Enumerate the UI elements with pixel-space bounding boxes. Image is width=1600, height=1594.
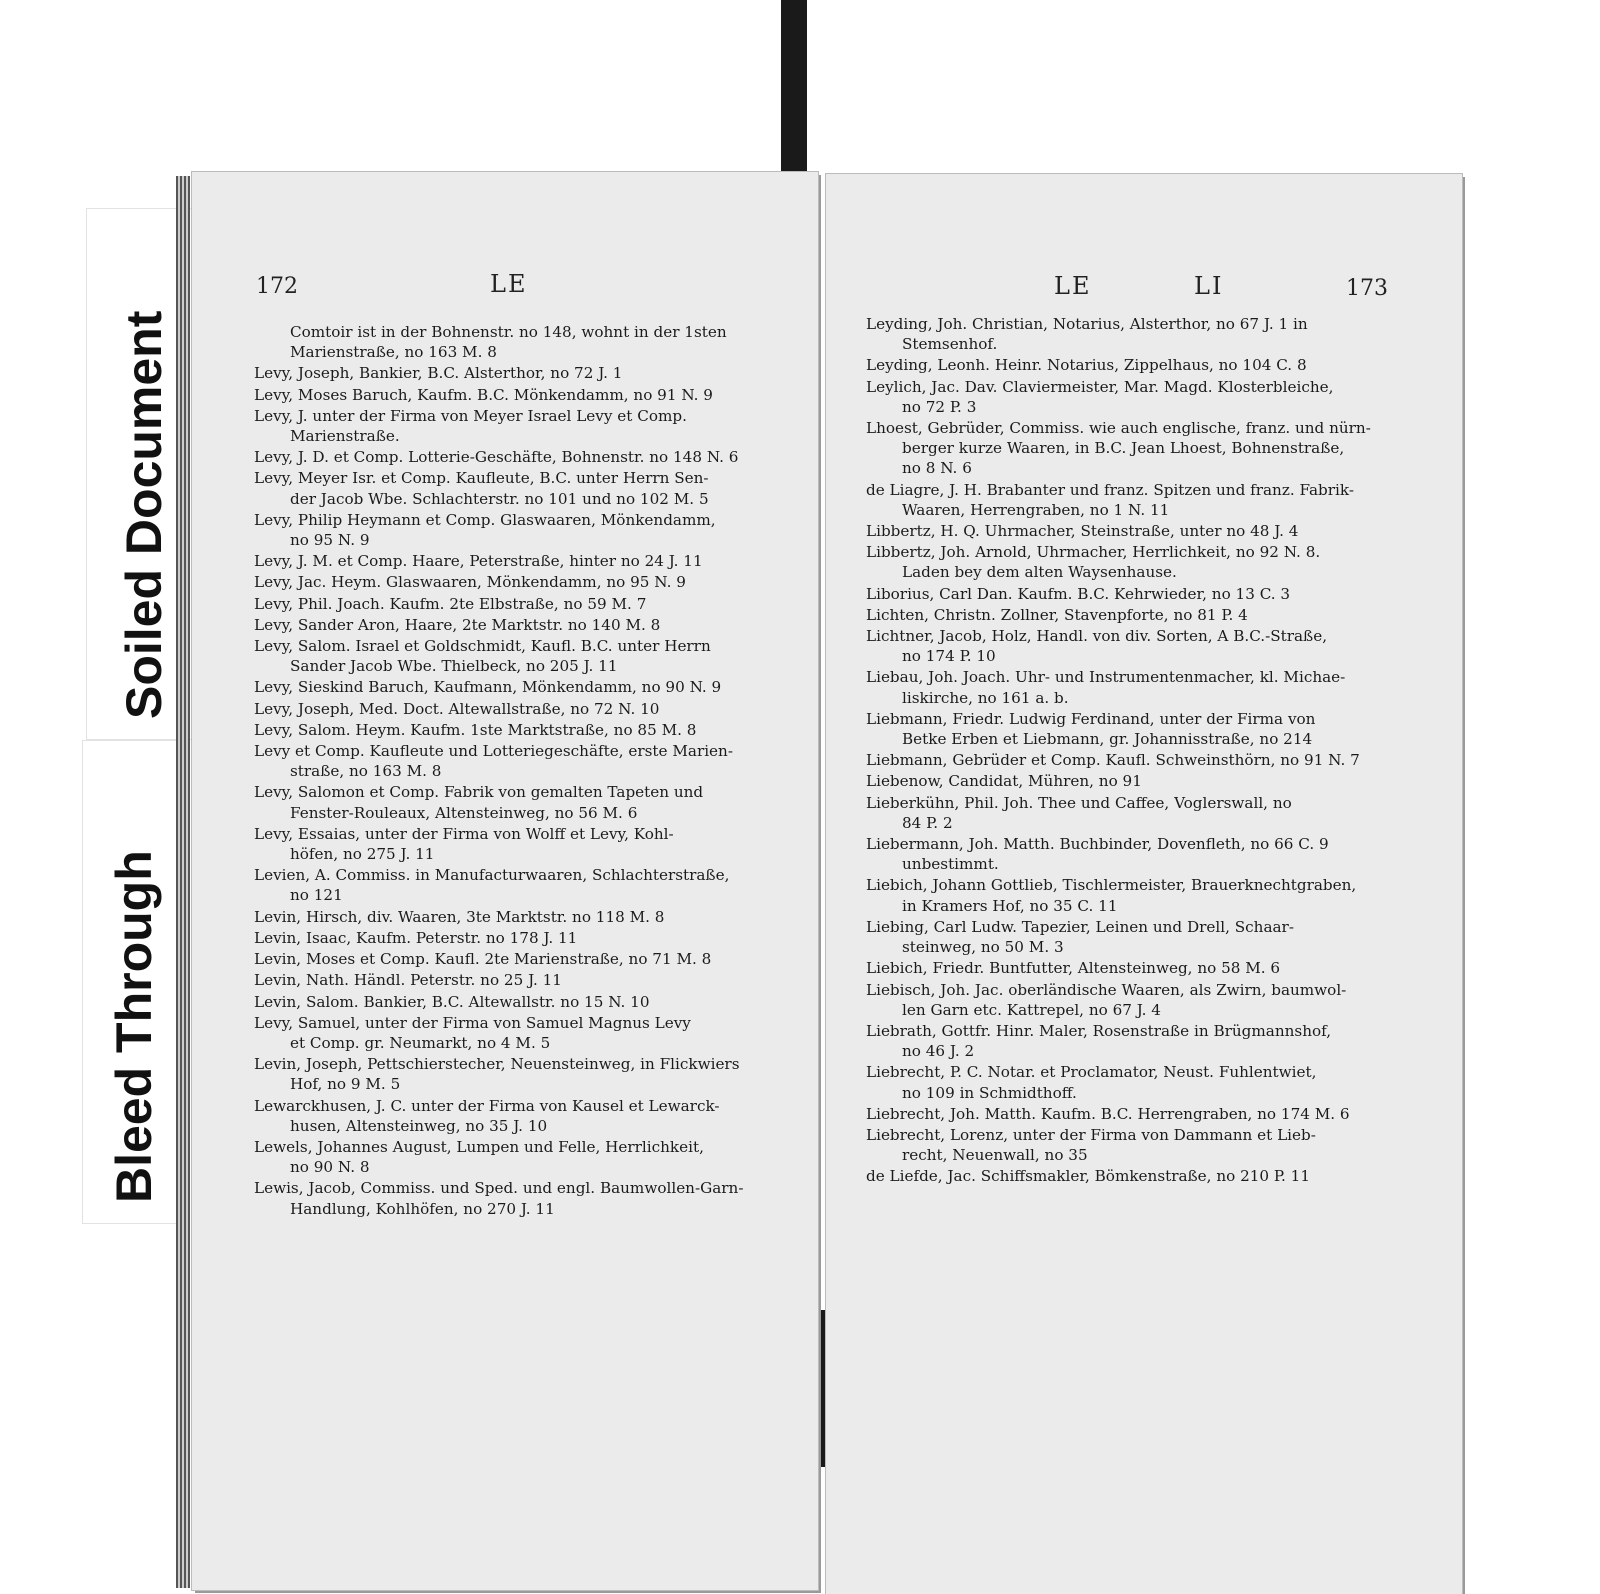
directory-entry (866, 542, 1414, 582)
entry-line: de Liagre, J. H. Brabanter und franz. Spitzen und franz. Fabrik- (866, 480, 1354, 499)
entry-continuation-line: in Kramers Hof, no 35 C. 11 (902, 896, 1118, 915)
directory-entry (254, 782, 774, 822)
bleed-through-text: Bleed Through (106, 850, 162, 1203)
entry-line: Levy, Sander Aron, Haare, 2te Marktstr. no 140 M. 8 (254, 615, 661, 634)
entry-line: Liebisch, Joh. Jac. oberländische Waaren, als Zwirn, baumwol- (866, 980, 1347, 999)
entry-continuation-line: liskirche, no 161 a. b. (902, 688, 1069, 707)
entry-line: Levy, Philip Heymann et Comp. Glaswaaren, Mönkendamm, (254, 510, 716, 529)
entry-continuation-line: steinweg, no 50 M. 3 (902, 938, 1064, 957)
entry-line: Levy, Moses Baruch, Kaufm. B.C. Mönkendamm, no 91 N. 9 (254, 385, 713, 404)
directory-entry (254, 720, 774, 740)
entry-line: Levy, Jac. Heym. Glaswaaren, Mönkendamm, no 95 N. 9 (254, 573, 686, 592)
entry-line: Levy, Sieskind Baruch, Kaufmann, Mönkendamm, no 90 N. 9 (254, 678, 722, 697)
entry-line: Levy, Essaias, unter der Firma von Wolff et Levy, Kohl- (254, 824, 674, 843)
entry-line: Liebenow, Candidat, Mühren, no 91 (866, 772, 1142, 791)
entry-continuation-line: no 90 N. 8 (290, 1158, 370, 1177)
entry-line: Liebing, Carl Ludw. Tapezier, Leinen und Drell, Schaar- (866, 917, 1294, 936)
entry-line: Leyding, Leonh. Heinr. Notarius, Zippelhaus, no 104 C. 8 (866, 356, 1307, 375)
directory-entry (254, 322, 774, 362)
directory-entry (254, 741, 774, 781)
directory-entry (866, 1125, 1414, 1165)
entry-line: Levy, Salom. Israel et Goldschmidt, Kaufl. B.C. unter Herrn (254, 637, 711, 656)
entry-line: Liebmann, Gebrüder et Comp. Kaufl. Schweinsthörn, no 91 N. 7 (866, 751, 1360, 770)
entry-line: Levy, J. D. et Comp. Lotterie-Geschäfte, Bohnenstr. no 148 N. 6 (254, 448, 739, 467)
directory-entry (254, 949, 774, 969)
left-entry-list (254, 322, 774, 1220)
directory-entry (254, 699, 774, 719)
left-page-number: 172 (256, 274, 298, 299)
entry-line: Liebrath, Gottfr. Hinr. Maler, Rosenstraße in Brügmannshof, (866, 1021, 1332, 1040)
directory-entry (254, 551, 774, 571)
directory-entry (254, 928, 774, 948)
entry-line: Levy, Joseph, Med. Doct. Altewallstraße, no 72 N. 10 (254, 699, 660, 718)
entry-line: Liborius, Carl Dan. Kaufm. B.C. Kehrwieder, no 13 C. 3 (866, 584, 1291, 603)
entry-line: Leyding, Joh. Christian, Notarius, Alsterthor, no 67 J. 1 in (866, 315, 1308, 333)
directory-entry (254, 1178, 774, 1218)
directory-entry (866, 584, 1414, 604)
directory-entry (866, 667, 1414, 707)
directory-entry (866, 917, 1414, 957)
directory-entry (254, 865, 774, 905)
entry-continuation-line: len Garn etc. Kattrepel, no 67 J. 4 (902, 1000, 1161, 1019)
directory-entry (866, 750, 1414, 770)
directory-entry (866, 377, 1414, 417)
entry-continuation-line: Sander Jacob Wbe. Thielbeck, no 205 J. 11 (290, 657, 618, 676)
right-running-head-li: LI (1194, 272, 1224, 300)
right-page-number: 173 (1346, 276, 1388, 301)
entry-continuation-line: Waaren, Herrengraben, no 1 N. 11 (902, 500, 1170, 519)
entry-line: Levy, Meyer Isr. et Comp. Kaufleute, B.C. unter Herrn Sen- (254, 469, 709, 488)
directory-entry (254, 992, 774, 1012)
directory-entry (866, 521, 1414, 541)
directory-entry (254, 594, 774, 614)
directory-entry (254, 636, 774, 676)
entry-line: Comtoir ist in der Bohnenstr. no 148, wohnt in der 1sten (290, 323, 727, 341)
left-running-head: LE (490, 270, 528, 298)
directory-entry (866, 793, 1414, 833)
directory-entry (254, 1096, 774, 1136)
directory-entry (254, 447, 774, 467)
directory-entry (254, 572, 774, 592)
directory-entry (866, 355, 1414, 375)
entry-continuation-line: no 46 J. 2 (902, 1042, 975, 1061)
entry-continuation-line: husen, Altensteinweg, no 35 J. 10 (290, 1116, 548, 1135)
entry-line: Liebrecht, P. C. Notar. et Proclamator, Neust. Fuhlentwiet, (866, 1063, 1317, 1082)
directory-entry (254, 970, 774, 990)
directory-entry (866, 980, 1414, 1020)
directory-entry (866, 1166, 1414, 1186)
directory-entry (866, 958, 1414, 978)
entry-line: Lewels, Johannes August, Lumpen und Felle, Herrlichkeit, (254, 1137, 704, 1156)
entry-line: Liebrecht, Joh. Matth. Kaufm. B.C. Herrengraben, no 174 M. 6 (866, 1104, 1350, 1123)
entry-line: Lieberkühn, Phil. Joh. Thee und Caffee, Voglerswall, no (866, 793, 1292, 812)
entry-line: Liebrecht, Lorenz, unter der Firma von Dammann et Lieb- (866, 1125, 1316, 1144)
entry-continuation-line: Betke Erben et Liebmann, gr. Johannisstraße, no 214 (902, 730, 1313, 749)
entry-continuation-line: et Comp. gr. Neumarkt, no 4 M. 5 (290, 1033, 551, 1052)
entry-line: Levien, A. Commiss. in Manufacturwaaren, Schlachterstraße, (254, 866, 730, 885)
entry-continuation-line: no 174 P. 10 (902, 647, 996, 666)
right-page (826, 174, 1462, 1594)
entry-line: Liebau, Joh. Joach. Uhr- und Instrumentenmacher, kl. Michae- (866, 668, 1346, 687)
right-entry-list (866, 314, 1414, 1188)
entry-continuation-line: Hof, no 9 M. 5 (290, 1075, 401, 1094)
entry-continuation-line: Marienstraße, no 163 M. 8 (290, 343, 497, 362)
entry-line: Libbertz, H. Q. Uhrmacher, Steinstraße, unter no 48 J. 4 (866, 522, 1299, 541)
entry-line: de Liefde, Jac. Schiffsmakler, Bömkenstraße, no 210 P. 11 (866, 1167, 1311, 1186)
directory-entry (254, 385, 774, 405)
entry-line: Levin, Nath. Händl. Peterstr. no 25 J. 11 (254, 971, 562, 990)
directory-entry (254, 406, 774, 446)
entry-continuation-line: straße, no 163 M. 8 (290, 762, 442, 781)
right-running-head-le: LE (1054, 272, 1092, 300)
entry-continuation-line: der Jacob Wbe. Schlachterstr. no 101 und no 102 M. 5 (290, 489, 709, 508)
directory-entry (866, 834, 1414, 874)
entry-line: Leylich, Jac. Dav. Claviermeister, Mar. Magd. Klosterbleiche, (866, 377, 1334, 396)
directory-entry (254, 1054, 774, 1094)
directory-entry (866, 480, 1414, 520)
entry-continuation-line: Laden bey dem alten Waysenhause. (902, 563, 1177, 582)
spine-top-bar (781, 0, 807, 188)
entry-line: Levin, Moses et Comp. Kaufl. 2te Marienstraße, no 71 M. 8 (254, 950, 712, 969)
entry-line: Levin, Salom. Bankier, B.C. Altewallstr. no 15 N. 10 (254, 992, 650, 1011)
entry-line: Liebermann, Joh. Matth. Buchbinder, Dovenfleth, no 66 C. 9 (866, 835, 1329, 854)
entry-continuation-line: Marienstraße. (290, 427, 400, 446)
entry-continuation-line: no 95 N. 9 (290, 531, 370, 550)
entry-line: Liebich, Johann Gottlieb, Tischlermeister, Brauerknechtgraben, (866, 876, 1357, 895)
entry-line: Levy, Phil. Joach. Kaufm. 2te Elbstraße, no 59 M. 7 (254, 594, 647, 613)
entry-line: Levy, J. unter der Firma von Meyer Israel Levy et Comp. (254, 406, 687, 425)
entry-line: Levy, Joseph, Bankier, B.C. Alsterthor, no 72 J. 1 (254, 364, 623, 383)
entry-continuation-line: unbestimmt. (902, 855, 999, 874)
directory-entry (254, 677, 774, 697)
directory-entry (866, 1062, 1414, 1102)
directory-entry (254, 510, 774, 550)
entry-line: Levin, Joseph, Pettschierstecher, Neuensteinweg, in Flickwiers (254, 1055, 740, 1074)
entry-line: Liebmann, Friedr. Ludwig Ferdinand, unter der Firma von (866, 709, 1316, 728)
directory-entry (866, 1021, 1414, 1061)
directory-entry (254, 1137, 774, 1177)
entry-line: Levin, Isaac, Kaufm. Peterstr. no 178 J. 11 (254, 928, 578, 947)
entry-line: Levin, Hirsch, div. Waaren, 3te Marktstr. no 118 M. 8 (254, 907, 665, 926)
entry-continuation-line: no 72 P. 3 (902, 397, 977, 416)
entry-continuation-line: Fenster-Rouleaux, Altensteinweg, no 56 M. 6 (290, 803, 638, 822)
directory-entry (866, 875, 1414, 915)
directory-entry (866, 771, 1414, 791)
directory-entry (254, 615, 774, 635)
entry-line: Liebich, Friedr. Buntfutter, Altensteinweg, no 58 M. 6 (866, 959, 1281, 978)
soiled-document-text: Soiled Document (116, 310, 172, 719)
entry-line: Levy, Samuel, unter der Firma von Samuel Magnus Levy (254, 1013, 691, 1032)
directory-entry (866, 626, 1414, 666)
directory-entry (866, 605, 1414, 625)
entry-line: Levy, Salomon et Comp. Fabrik von gemalten Tapeten und (254, 783, 704, 802)
entry-line: Libbertz, Joh. Arnold, Uhrmacher, Herrlichkeit, no 92 N. 8. (866, 543, 1321, 562)
left-page (192, 172, 818, 1590)
entry-continuation-line: no 8 N. 6 (902, 459, 972, 478)
entry-line: Lichten, Christn. Zollner, Stavenpforte, no 81 P. 4 (866, 605, 1248, 624)
entry-continuation-line: recht, Neuenwall, no 35 (902, 1146, 1088, 1165)
directory-entry (254, 907, 774, 927)
entry-continuation-line: höfen, no 275 J. 11 (290, 845, 435, 864)
directory-entry (254, 468, 774, 508)
directory-entry (866, 709, 1414, 749)
entry-continuation-line: no 121 (290, 886, 343, 905)
directory-entry (254, 1013, 774, 1053)
entry-continuation-line: 84 P. 2 (902, 813, 953, 832)
entry-line: Levy, J. M. et Comp. Haare, Peterstraße, hinter no 24 J. 11 (254, 552, 703, 571)
entry-continuation-line: Stemsenhof. (902, 335, 998, 354)
entry-line: Lhoest, Gebrüder, Commiss. wie auch englische, franz. und nürn- (866, 419, 1371, 438)
entry-continuation-line: berger kurze Waaren, in B.C. Jean Lhoest, Bohnenstraße, (902, 439, 1345, 458)
entry-line: Lewarckhusen, J. C. unter der Firma von Kausel et Lewarck- (254, 1096, 720, 1115)
directory-entry (254, 363, 774, 383)
entry-line: Lichtner, Jacob, Holz, Handl. von div. Sorten, A B.C.-Straße, (866, 627, 1328, 646)
entry-continuation-line: Handlung, Kohlhöfen, no 270 J. 11 (290, 1199, 555, 1218)
directory-entry (866, 314, 1414, 354)
entry-continuation-line: no 109 in Schmidthoff. (902, 1083, 1077, 1102)
directory-entry (866, 1104, 1414, 1124)
entry-line: Levy, Salom. Heym. Kaufm. 1ste Marktstraße, no 85 M. 8 (254, 720, 697, 739)
page-edge-stack (176, 176, 190, 1588)
entry-line: Lewis, Jacob, Commiss. und Sped. und engl. Baumwollen-Garn- (254, 1179, 744, 1198)
entry-line: Levy et Comp. Kaufleute und Lotteriegeschäfte, erste Marien- (254, 742, 733, 761)
directory-entry (866, 418, 1414, 479)
directory-entry (254, 824, 774, 864)
bleed-through-label (82, 740, 190, 1224)
